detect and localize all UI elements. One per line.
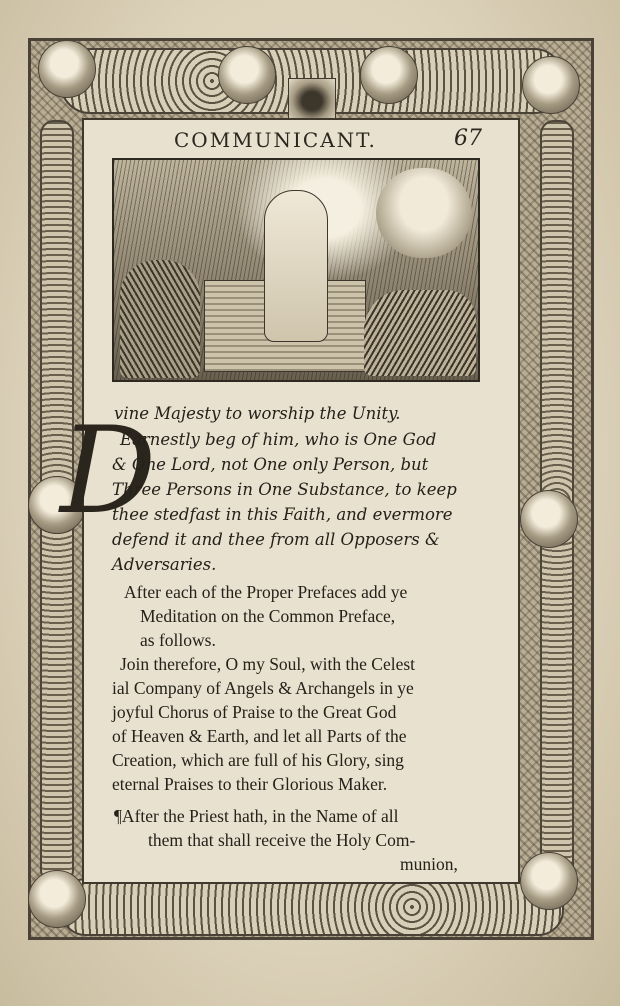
drop-cap: D [60,402,157,541]
sleeping-guard-right-icon [364,290,476,376]
passage-1-line: thee stedfast in this Faith, and evermore [112,505,453,524]
running-title: COMMUNICANT. [174,128,377,152]
resurrection-engraving-icon [112,158,480,382]
veil-of-veronica-icon [288,78,336,120]
cherub-top-center-right-icon [360,46,418,104]
meditation-line: eternal Praises to their Glorious Maker. [112,774,388,794]
passage-3 [112,806,492,886]
angel-icon [376,168,472,258]
meditation-line: ial Company of Angels & Archangels in ye [112,678,414,698]
passage-1-line: Earnestly beg of him, who is One God [120,430,437,449]
passage-1 [112,402,492,574]
bottom-floral-garland [60,878,564,936]
cherub-top-right-icon [522,56,580,114]
running-head [82,124,520,158]
passage-2 [112,582,492,792]
sleeping-guard-left-icon [120,260,200,378]
passage-1-line: vine Majesty to worship the Unity. [114,404,401,423]
rubric-line: them that shall receive the Holy Com- [148,830,416,850]
meditation-line: of Heaven & Earth, and let all Parts of the [112,726,407,746]
rubric-line: as follows. [140,630,216,650]
risen-christ-icon [264,190,328,342]
passage-1-line: Adversaries. [112,555,217,574]
rubric-line: After each of the Proper Prefaces add ye [124,582,408,602]
page-number: 67 [454,126,482,151]
passage-1-line: Three Persons in One Substance, to keep [112,480,457,499]
rubric-line: Meditation on the Common Preface, [140,606,396,626]
cherub-top-center-left-icon [218,46,276,104]
cherub-bottom-left-icon [28,870,86,928]
cherub-bottom-right-icon [520,852,578,910]
meditation-line: Join therefore, O my Soul, with the Celest [120,654,416,674]
passage-1-line: defend it and thee from all Opposers & [112,530,440,549]
catchword: munion, [400,854,458,874]
rubric-line: ¶After the Priest hath, in the Name of all [114,806,399,826]
cherub-top-left-icon [38,40,96,98]
meditation-line: Creation, which are full of his Glory, sing [112,750,404,770]
meditation-line: joyful Chorus of Praise to the Great God [112,702,397,722]
passage-1-line: & One Lord, not One only Person, but [112,455,429,474]
cherub-right-middle-icon [520,490,578,548]
